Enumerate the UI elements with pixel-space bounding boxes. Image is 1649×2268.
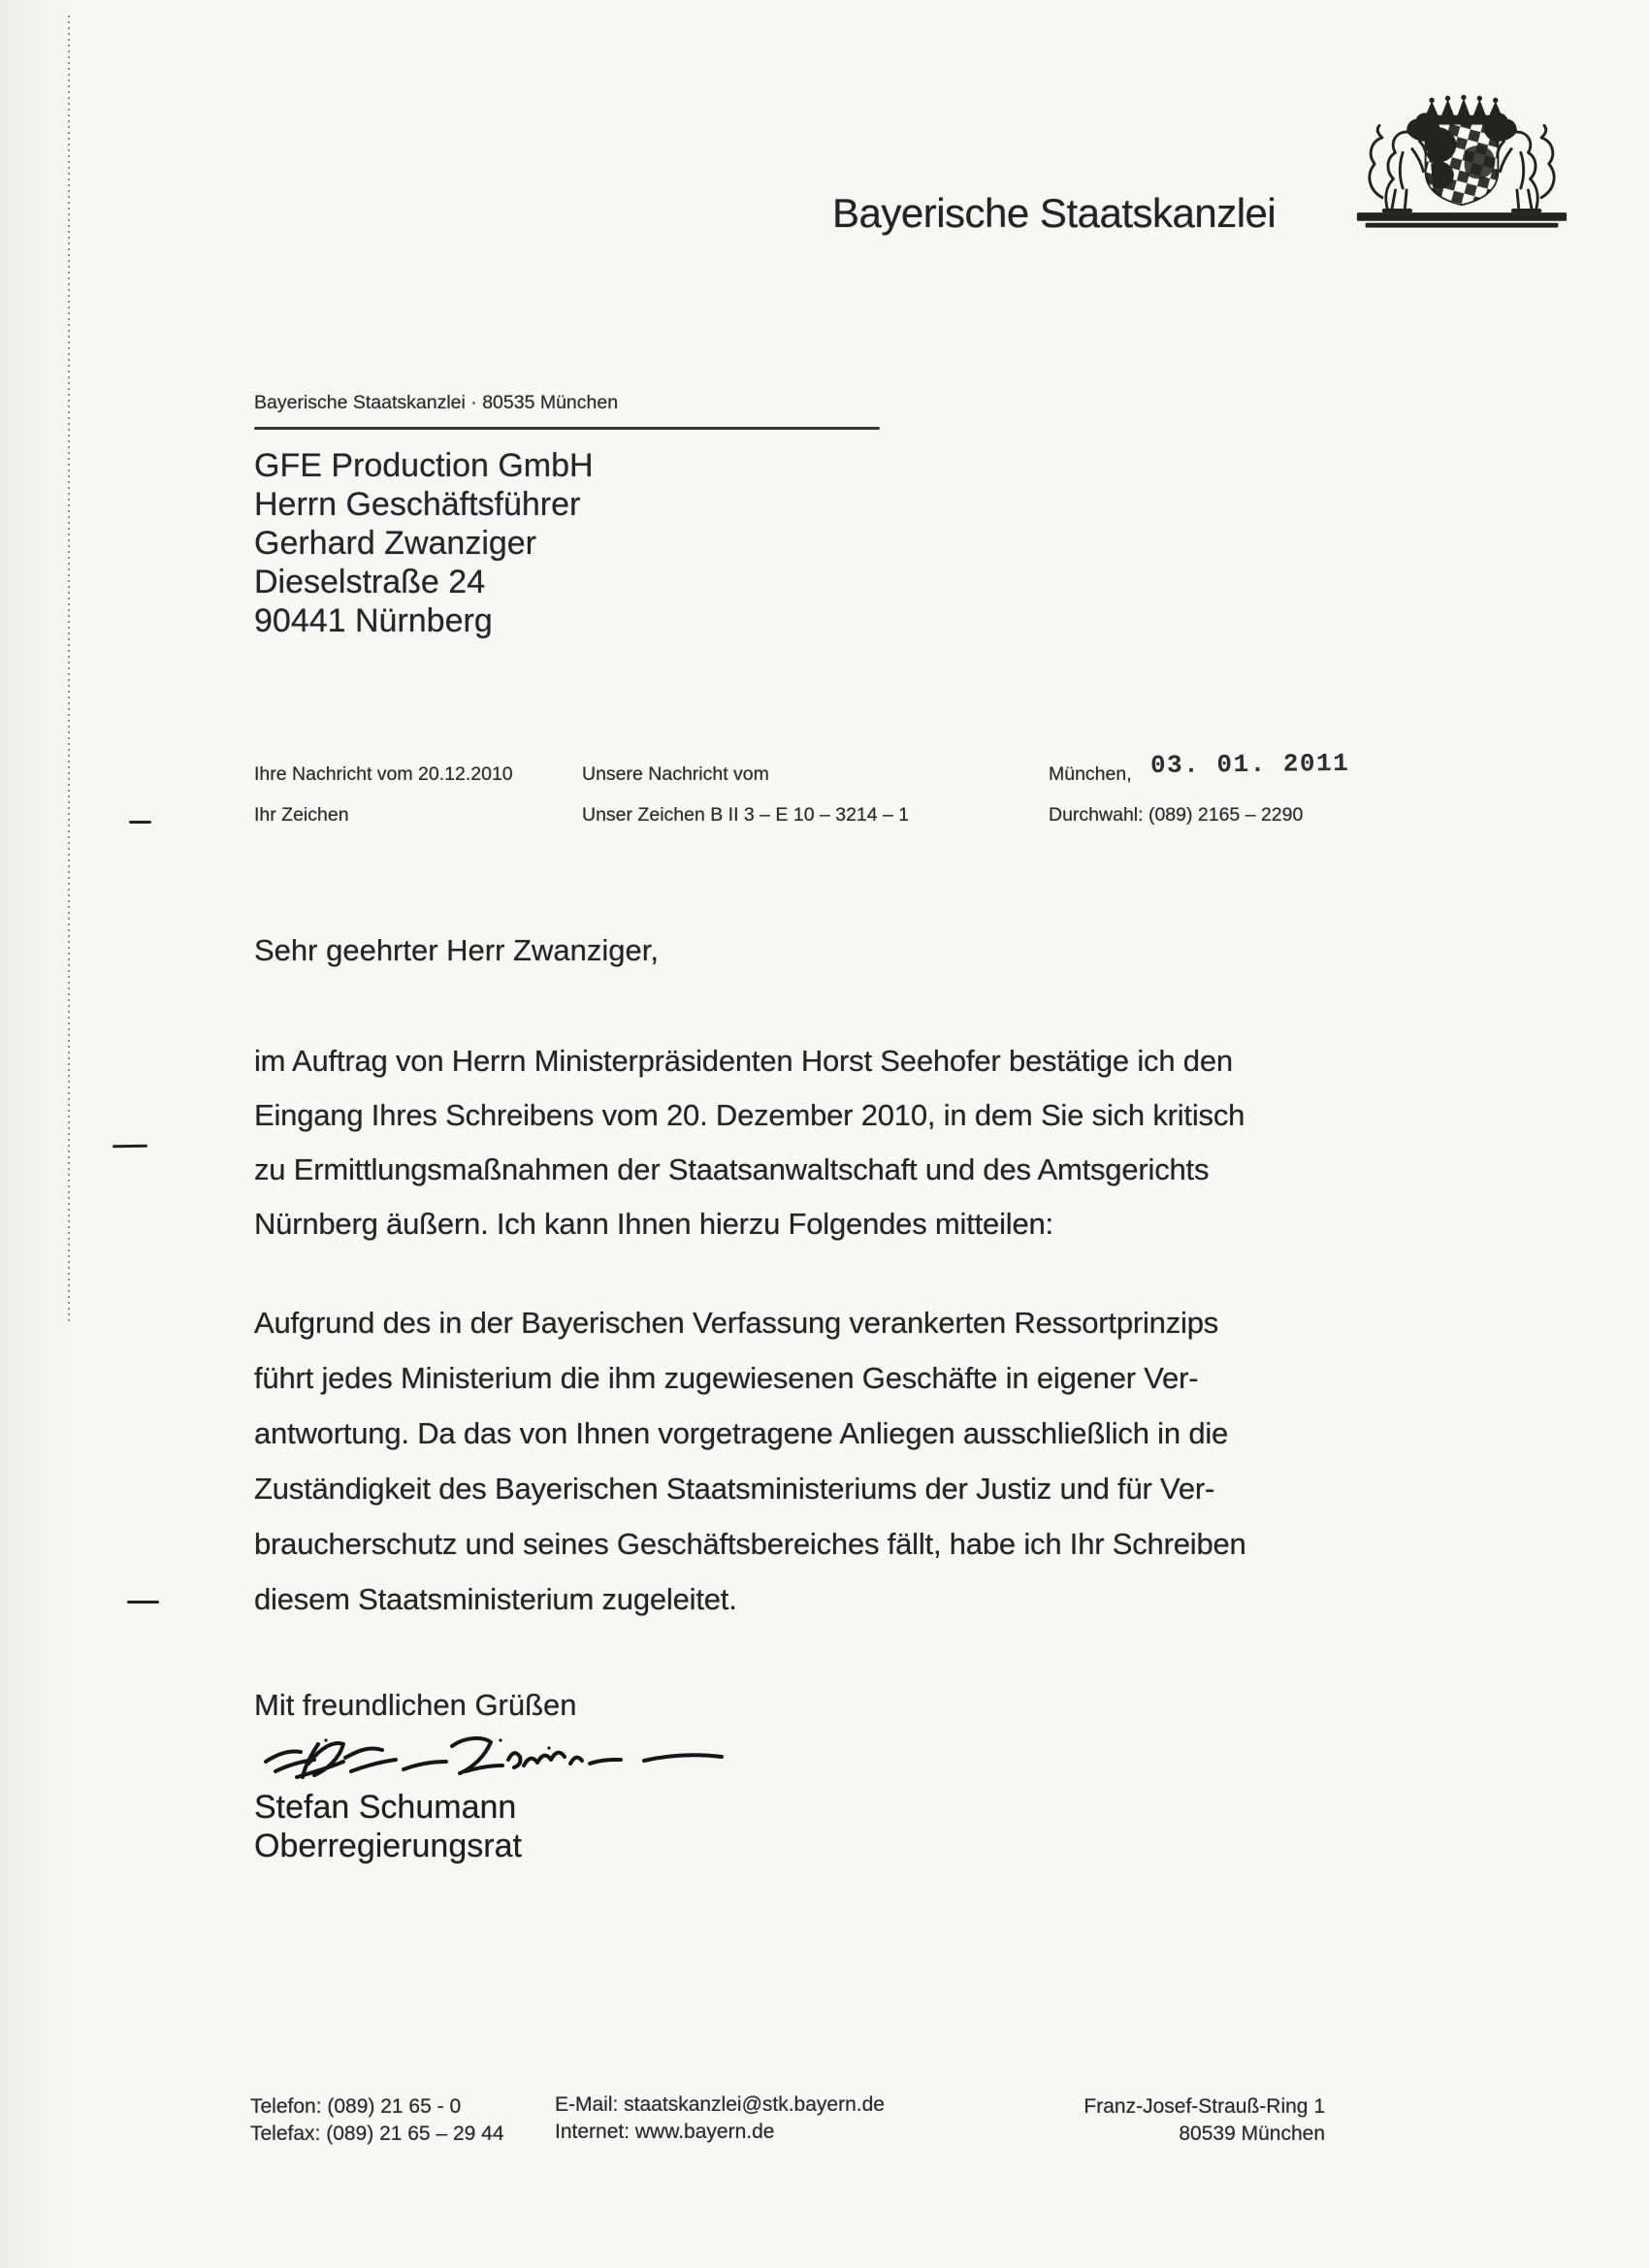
paragraph-1-line: Eingang Ihres Schreibens vom 20. Dezember 2010, in dem Sie sich kritisch [254, 1098, 1245, 1132]
paragraph-2-line: Zuständigkeit des Bayerischen Staatsministeriums der Justiz und für Ver- [254, 1472, 1215, 1506]
footer-phone: Telefon: (089) 21 65 - 0 [250, 2095, 462, 2118]
paragraph-1 [254, 1034, 1245, 1251]
recipient-line-company: GFE Production GmbH [254, 447, 594, 484]
sender-return-line: Bayerische Staatskanzlei · 80535 München [254, 392, 619, 413]
footer-street: Franz-Josef-Strauß-Ring 1 [1083, 2095, 1325, 2118]
footer-address-block [1083, 2093, 1325, 2148]
paragraph-2-line: antwortung. Da das von Ihnen vorgetragene Anliegen ausschließlich in die [254, 1416, 1229, 1450]
scan-perforation-line [68, 16, 70, 1325]
paragraph-1-line: Nürnberg äußern. Ich kann Ihnen hierzu Folgendes mitteilen: [254, 1207, 1053, 1241]
ref-city-label: München, [1049, 763, 1132, 785]
fold-mark-top [129, 821, 151, 824]
ref-your-sign: Ihr Zeichen [254, 804, 349, 826]
paragraph-2-line: diesem Staatsministerium zugeleitet. [254, 1582, 737, 1616]
ref-our-sign: Unser Zeichen B II 3 – E 10 – 3214 – 1 [582, 804, 910, 826]
footer-email: E-Mail: staatskanzlei@stk.bayern.de [555, 2093, 885, 2116]
paragraph-2-line: braucherschutz und seines Geschäftsbereiches fällt, habe ich Ihr Schreiben [254, 1527, 1246, 1561]
salutation: Sehr geehrter Herr Zwanziger, [254, 933, 659, 967]
date-stamp: 03. 01. 2011 [1149, 748, 1350, 781]
footer-fax: Telefax: (089) 21 65 – 29 44 [250, 2122, 504, 2145]
recipient-line-city: 90441 Nürnberg [254, 602, 493, 639]
bavaria-coat-of-arms-icon [1354, 91, 1569, 233]
letterhead-org-name: Bayerische Staatskanzlei [832, 190, 1277, 236]
closing-formula: Mit freundlichen Grüßen [254, 1688, 577, 1722]
paragraph-2-line: führt jedes Ministerium die ihm zugewiesenen Geschäfte in eigener Ver- [254, 1361, 1199, 1395]
footer-online-block [555, 2091, 885, 2146]
recipient-line-role: Herrn Geschäftsführer [254, 486, 581, 523]
ref-phone-extension: Durchwahl: (089) 2165 – 2290 [1049, 804, 1304, 826]
fold-mark-middle [113, 1145, 147, 1149]
ref-our-message: Unsere Nachricht vom [582, 763, 769, 785]
recipient-line-street: Dieselstraße 24 [254, 564, 486, 600]
fold-mark-bottom [127, 1601, 159, 1604]
footer-internet: Internet: www.bayern.de [555, 2121, 775, 2143]
handwritten-signature-icon [258, 1729, 748, 1789]
footer-phone-block [250, 2093, 504, 2148]
signer-name: Stefan Schumann [254, 1789, 517, 1826]
sender-return-rule [254, 427, 880, 430]
paragraph-1-line: zu Ermittlungsmaßnahmen der Staatsanwaltschaft und des Amtsgerichts [254, 1152, 1210, 1186]
paragraph-1-line: im Auftrag von Herrn Ministerpräsidenten Horst Seehofer bestätige ich den [254, 1044, 1233, 1078]
paragraph-2 [254, 1295, 1246, 1627]
footer-city: 80539 München [1179, 2122, 1325, 2145]
recipient-address-block [254, 446, 594, 640]
signer-title: Oberregierungsrat [254, 1828, 522, 1864]
recipient-line-name: Gerhard Zwanziger [254, 525, 537, 562]
paragraph-2-line: Aufgrund des in der Bayerischen Verfassung verankerten Ressortprinzips [254, 1306, 1219, 1340]
ref-your-message: Ihre Nachricht vom 20.12.2010 [254, 763, 513, 785]
